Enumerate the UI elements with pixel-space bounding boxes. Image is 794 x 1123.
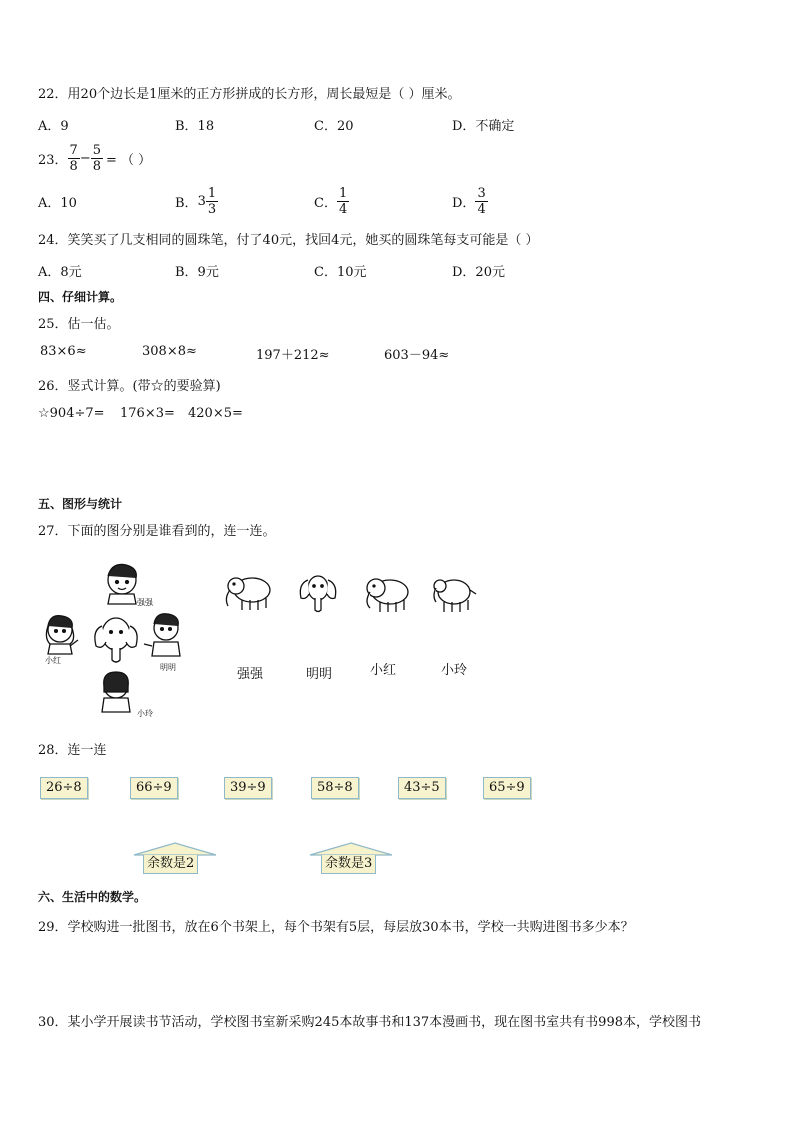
child-mingming-figure [144,614,180,656]
q23-option-b [175,183,218,219]
q28-stem: 28．连一连 [38,743,107,758]
q22-option-c: C．20 [314,119,354,134]
elephant-center-figure [95,618,137,662]
q28-expr-box-4: 58÷8 [311,777,359,799]
q25-item-1: 83×6≈ [40,344,87,359]
house-roof-remainder-3 [308,842,394,856]
q23-minus: − [79,150,91,166]
q23-option-a: A．10 [38,196,77,211]
q23-frac2-num: 5 [92,142,102,158]
q23-optc-den: 4 [338,201,348,217]
q24-option-c: C．10元 [314,265,367,280]
q23-optc-label: C． [314,195,337,211]
q23-frac2-den: 8 [92,158,102,174]
q28-expr-box-1: 26÷8 [40,777,88,799]
q28-expr-box-3: 39÷9 [224,777,272,799]
elephant-back-view [430,574,478,614]
q25-item-3: 197＋212≈ [256,348,330,363]
q28-expr-box-2: 66÷9 [130,777,178,799]
q27-scene-illustration [40,560,200,725]
q24-option-b: B．9元 [175,265,219,280]
q27-answer-xiaohong: 小红 [370,663,397,678]
child-qiangqiang-figure [108,564,136,604]
q23-prefix: 23． [38,152,68,168]
q23-frac1-den: 8 [69,158,78,174]
q23-optb-whole: 3 [197,193,206,209]
q27-answer-mingming: 明明 [306,667,333,682]
scene-label-xiaohong: 小红 [45,656,61,665]
q23-optd-label: D． [452,195,476,211]
scene-label-mingming: 明明 [160,663,176,672]
q25-item-4: 603－94≈ [384,348,450,363]
q29-stem: 29．学校购进一批图书，放在6个书架上，每个书架有5层，每层放30本书，学校一共购进图书多少本？ [38,920,634,935]
q28-expr-box-5: 43÷5 [398,777,446,799]
q27-stem: 27．下面的图分别是谁看到的，连一连。 [38,524,276,539]
q23-optb-num: 1 [207,185,217,201]
section-6-heading: 六、生活中的数学。 [38,890,147,904]
elephant-front-view [298,570,338,614]
q23-fraction-2 [91,143,103,174]
q23-optc-fraction [337,186,349,217]
house-remainder-2: 余数是2 [143,855,198,874]
q23-optb-label: B． [175,195,198,211]
elephant-side-view-left-2 [360,574,412,614]
q23-optb-den: 3 [207,201,217,217]
q23-optd-num: 3 [477,185,486,201]
q23-option-d [452,183,488,219]
q26-item-2: 176×3= [120,406,175,421]
child-xiaoling-figure [102,672,130,712]
house-roof-remainder-2 [132,842,218,856]
q26-item-3: 420×5= [188,406,243,421]
q26-item-1: ☆904÷7= [38,406,105,421]
q22-option-b: B．18 [175,119,215,134]
section-5-heading: 五、图形与统计 [38,497,123,511]
q27-answer-qiangqiang: 强强 [237,667,264,682]
q22-stem: 22．用20个边长是1厘米的正方形拼成的长方形，周长最短是（ ）厘米。 [38,87,461,102]
q25-stem: 25．估一估。 [38,317,120,332]
q23-optb-fraction [206,186,218,217]
q25-item-2: 308×8≈ [142,344,197,359]
q23-optd-fraction [475,186,487,217]
scene-label-xiaoling: 小玲 [137,709,153,718]
q23-option-c [314,183,349,219]
q23-stem [38,140,151,176]
q28-expr-box-6: 65÷9 [483,777,531,799]
q23-optd-den: 4 [477,201,486,217]
q27-answer-xiaoling: 小玲 [441,663,468,678]
q26-stem: 26．竖式计算。(带☆的要验算) [38,379,221,394]
house-remainder-3: 余数是3 [321,855,376,874]
q30-stem: 30．某小学开展读书节活动，学校图书室新采购245本故事书和137本漫画书，现在图书室共有书998本，学校图书 [38,1015,701,1030]
q23-optc-num: 1 [338,185,348,201]
q22-option-a: A．9 [38,119,69,134]
elephant-side-view-left-1 [222,572,274,612]
q24-stem: 24．笑笑买了几支相同的圆珠笔，付了40元，找回4元，她买的圆珠笔每支可能是（ ） [38,233,539,248]
child-xiaohong-figure [46,616,78,654]
q24-option-a: A．8元 [38,265,82,280]
q23-suffix: = （ ） [106,152,152,168]
section-4-heading: 四、仔细计算。 [38,290,123,304]
scene-label-qiangqiang: 强强 [137,598,153,607]
q23-fraction-1 [68,143,80,174]
q23-frac1-num: 7 [69,142,78,158]
q24-option-d: D．20元 [452,265,505,280]
q22-option-d: D．不确定 [452,119,515,134]
